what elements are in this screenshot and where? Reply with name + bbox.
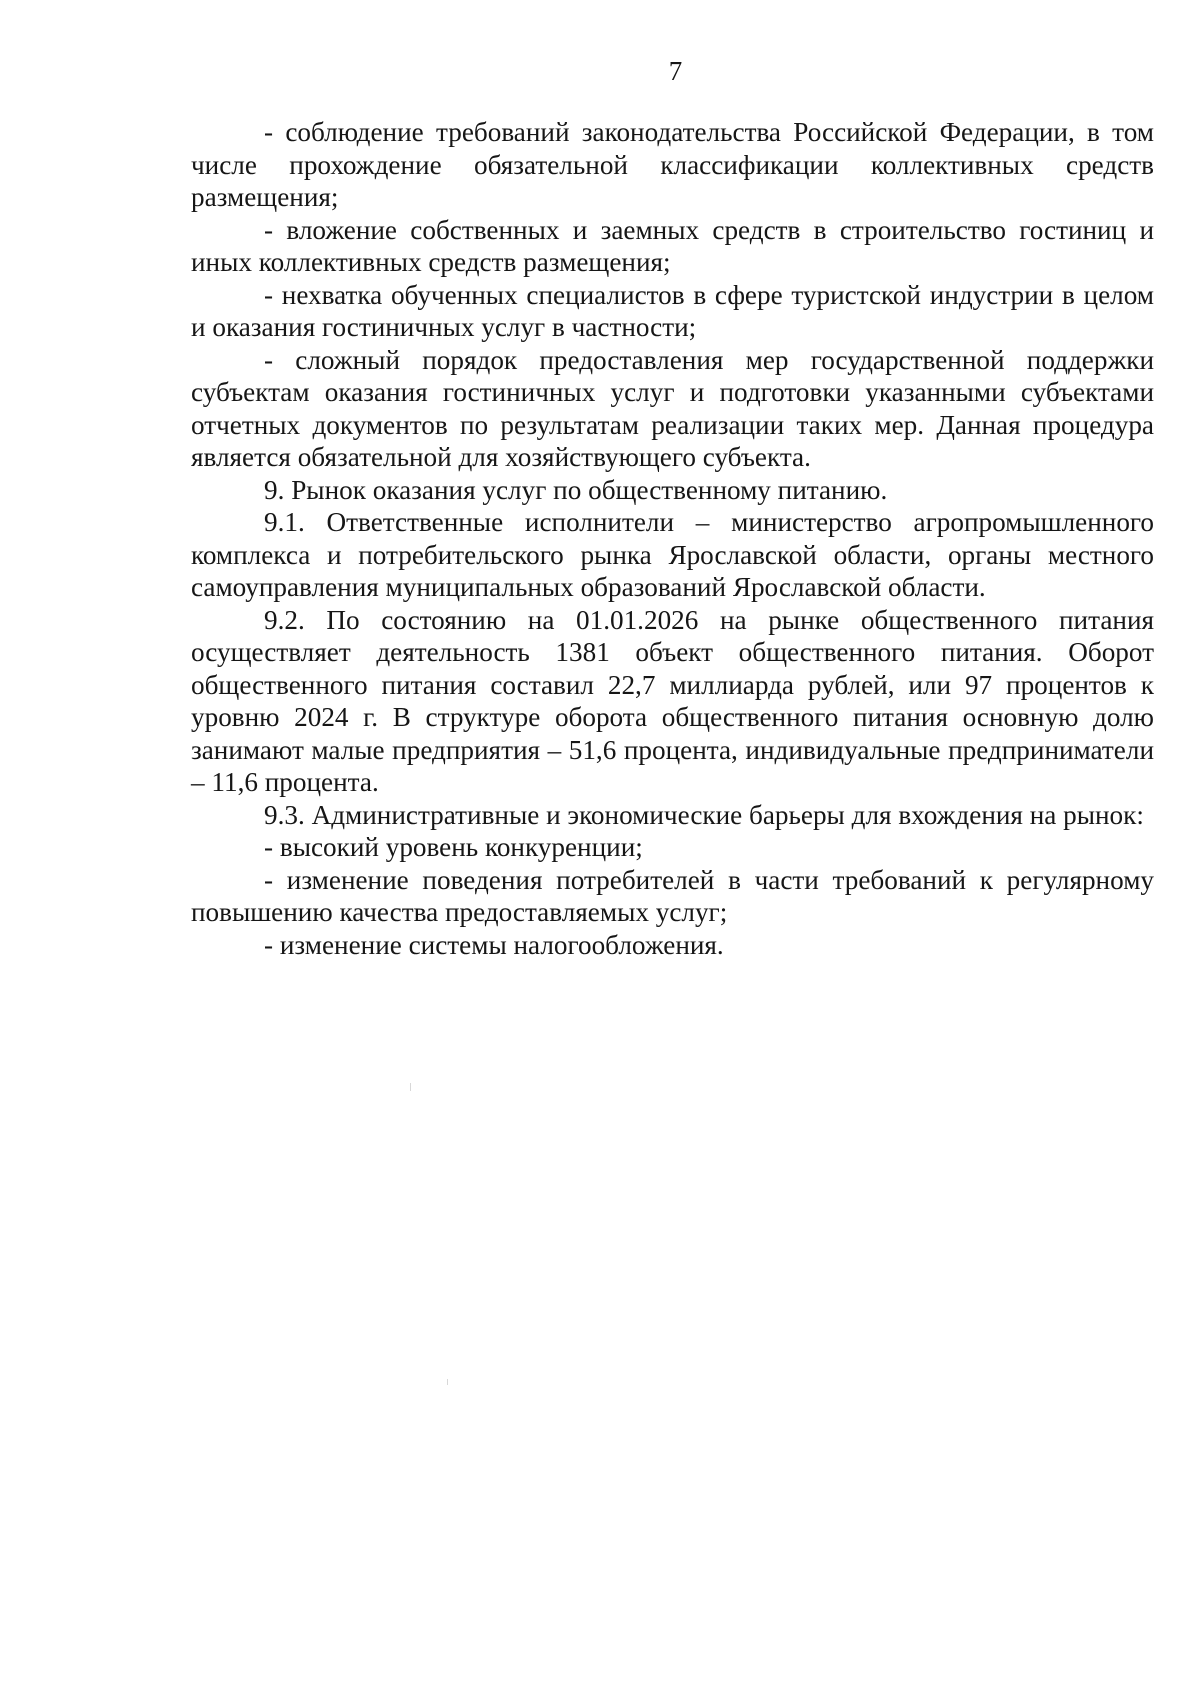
- catering-barriers-intro: 9.3. Административные и экономические барьеры для вхождения на рынок:: [264, 799, 1144, 830]
- catering-barrier-taxation: - изменение системы налогообложения.: [264, 929, 724, 960]
- hotel-barrier-legislation: - соблюдение требований законодательства Российской Федерации, в том числе прохождение обязательной классификации коллективных средств размещения;: [191, 117, 1154, 212]
- hotel-barrier-state-support: - сложный порядок предоставления мер государственной поддержки субъектам оказания гостиничных услуг и подготовки указанными субъектами отчетных документов по результатам реализации таких мер. Данная процедура является обязательной для хозяйствующего субъекта.: [191, 344, 1154, 472]
- hotel-barrier-specialists: - нехватка обученных специалистов в сфере туристской индустрии в целом и оказания гостиничных услуг в частности;: [191, 279, 1154, 342]
- catering-barrier-competition: - высокий уровень конкуренции;: [264, 832, 643, 862]
- document-body: [191, 116, 1154, 961]
- catering-barrier-consumer-behavior: - изменение поведения потребителей в части требований к регулярному повышению качества предоставляемых услуг;: [191, 864, 1154, 927]
- page-number: 7: [668, 56, 683, 86]
- scan-artifact: [447, 1379, 448, 1385]
- hotel-barrier-investment: - вложение собственных и заемных средств в строительство гостиниц и иных коллективных средств размещения;: [191, 214, 1154, 277]
- catering-market-status: 9.2. По состоянию на 01.01.2026 на рынке общественного питания осуществляет деятельность 1381 объект общественного питания. Оборот общественного питания составил 22,7 миллиарда рублей, или 97 процентов к уровню 2024 г. В структуре оборота общественного питания основную долю занимают малые предприятия – 51,6 процента, индивидуальные предприниматели – 11,6 процента.: [191, 604, 1154, 797]
- scan-artifact: [410, 1083, 411, 1091]
- catering-responsible-executors: 9.1. Ответственные исполнители – министерство агропромышленного комплекса и потребительского рынка Ярославской области, органы местного самоуправления муниципальных образований Ярославской области.: [191, 507, 1154, 602]
- section-heading-catering-market: 9. Рынок оказания услуг по общественному питанию.: [264, 474, 888, 505]
